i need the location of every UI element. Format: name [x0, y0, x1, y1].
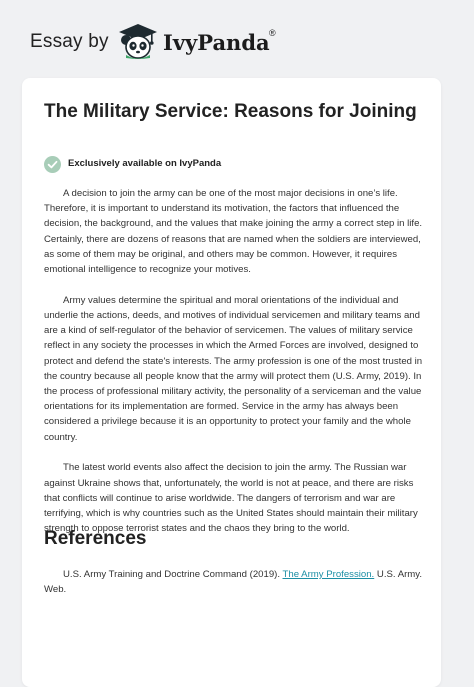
reference-text-after: U.S. Army. Web.	[44, 569, 423, 596]
reference-item	[44, 567, 426, 597]
essay-body	[44, 186, 426, 552]
panda-graduation-cap-icon[interactable]	[117, 22, 159, 60]
brand-name[interactable]: IvyPanda	[163, 30, 270, 55]
paragraph: A decision to join the army can be one of the most major decisions in one’s life. Therefore, it is important to understand its motivation, the factors that influenced the decision, the background, and the values that make joining the army a correct step in life. Certainly, there are dozens of reasons that are named when the soldiers are interviewed, as some of them may be original, and others may be common. However, it requires emotional intelligence to recognize your motives.	[44, 188, 423, 276]
paragraph: The latest world events also affect the decision to join the army. The Russian war against Ukraine shows that, unfortunately, the world is not at peace, and there are risks that conflicts will continue to arise worldwide. The dangers of terrorism and war are terrifying, which is why countries such as the United States should maintain their military strength to oppose terrorist states and the chaos they bring to the world.	[44, 462, 418, 535]
site-header	[0, 0, 474, 78]
reference-link[interactable]: The Army Profession.	[282, 569, 375, 580]
reference-text-before: U.S. Army Training and Doctrine Command (2019).	[63, 569, 283, 580]
essay-by-label: Essay by	[30, 31, 109, 52]
references-heading: References	[44, 528, 147, 549]
page-title: The Military Service: Reasons for Joining	[44, 101, 417, 122]
exclusive-badge-text: Exclusively available on IvyPanda	[68, 158, 222, 169]
paragraph: Army values determine the spiritual and moral orientations of the individual and underlie the actions, deeds, and motives of individual servicemen and military teams and are a kind of self-regulator of the behavior of servicemen. The values of military service reflect in any society the processes in which the Armed Forces are involved, designed to protect and defend the state's interests. The army profession is one of the most trusted in the country because all people know that the army will protect them (U.S. Army, 2019). In the process of professional military activity, the personality of a serviceman and the value orientations for its implementation are formed. Service in the army has always been considered a privilege because it is an opportunity to protect your family and the whole country.	[44, 294, 423, 443]
registered-mark: ®	[269, 28, 276, 38]
check-circle-icon	[44, 156, 61, 173]
essay-card	[22, 78, 441, 687]
